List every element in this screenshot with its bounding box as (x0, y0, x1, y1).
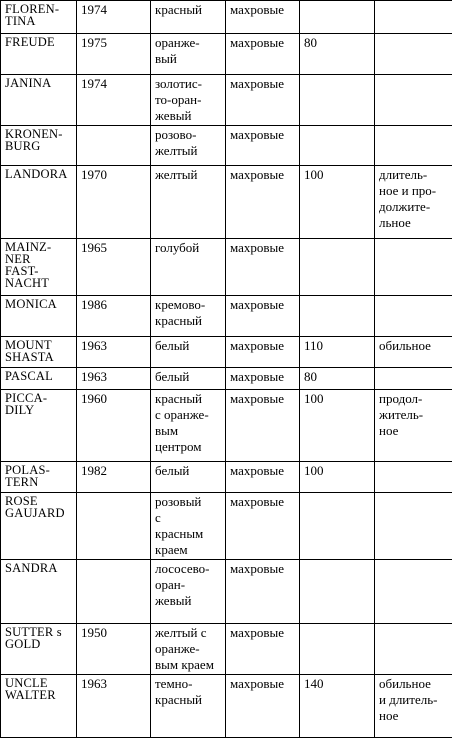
bloom-line: обильное (379, 676, 431, 691)
flower-color-line: оран- (155, 577, 186, 592)
flower-type-cell: махровые (226, 560, 300, 624)
flower-type-cell: махровые (226, 296, 300, 337)
variety-name-cell (1, 624, 77, 675)
table-row (1, 296, 452, 337)
bloom-line: ное и про- (379, 183, 437, 198)
flower-color-cell (151, 34, 226, 75)
height-cell (300, 624, 375, 675)
flower-color-line: золотис- (155, 76, 202, 91)
table-row (1, 337, 452, 368)
variety-name-line: MOUNT (5, 338, 52, 352)
flower-color-line: красный (155, 313, 203, 328)
flower-type-cell: махровые (226, 462, 300, 493)
flower-color-line: вым краем (155, 657, 214, 672)
variety-name-cell (1, 462, 77, 493)
flower-color-line: центром (155, 439, 202, 454)
variety-name-line: WALTER (5, 688, 56, 702)
height-cell (300, 296, 375, 337)
bloom-cell (375, 390, 452, 462)
variety-name-line: FLOREN- (5, 2, 60, 16)
flower-color-line: вым (155, 423, 179, 438)
table-row (1, 166, 452, 239)
flower-color-line: оранже- (155, 641, 200, 656)
variety-name-line: JANINA (5, 76, 52, 90)
flower-color-line: краем (155, 542, 188, 557)
variety-name-line: GAUJARD (5, 506, 65, 520)
flower-color-cell (151, 462, 226, 493)
bloom-cell (375, 296, 452, 337)
flower-color-line: голубой (155, 240, 200, 255)
variety-name-cell (1, 1, 77, 34)
variety-name-line: LANDORA (5, 167, 68, 181)
variety-name-line: PASCAL (5, 369, 53, 383)
height-cell: 100 (300, 390, 375, 462)
variety-name-line: SUTTER s (5, 625, 62, 639)
variety-name-line: MAINZ- (5, 240, 52, 254)
variety-name-cell (1, 75, 77, 126)
flower-type-cell: махровые (226, 493, 300, 560)
table-row (1, 390, 452, 462)
variety-name-line: TERN (5, 475, 39, 489)
variety-name-line: GOLD (5, 637, 41, 651)
year-cell (77, 126, 151, 166)
bloom-line: должите- (379, 199, 431, 214)
variety-name-cell (1, 126, 77, 166)
flower-color-cell (151, 166, 226, 239)
bloom-cell (375, 675, 452, 738)
year-cell: 1986 (77, 296, 151, 337)
height-cell: 110 (300, 337, 375, 368)
bloom-line: житель- (379, 407, 424, 422)
bloom-cell (375, 493, 452, 560)
flower-color-cell (151, 493, 226, 560)
variety-name-line: FAST- (5, 264, 39, 278)
flower-color-line: розовый (155, 494, 202, 509)
table-row (1, 462, 452, 493)
variety-name-cell (1, 34, 77, 75)
flower-color-line: вый (155, 51, 177, 66)
flower-color-line: кремово- (155, 297, 206, 312)
variety-name-cell (1, 239, 77, 296)
flower-color-cell (151, 296, 226, 337)
bloom-line: длитель- (379, 167, 428, 182)
table-row (1, 126, 452, 166)
flower-type-cell: махровые (226, 675, 300, 738)
flower-color-line: лососево- (155, 561, 210, 576)
flower-color-line: то-оран- (155, 92, 202, 107)
year-cell: 1960 (77, 390, 151, 462)
variety-name-line: POLAS- (5, 463, 50, 477)
bloom-cell (375, 368, 452, 390)
year-cell (77, 560, 151, 624)
bloom-line: льное (379, 215, 411, 230)
year-cell (77, 493, 151, 560)
bloom-cell (375, 560, 452, 624)
variety-name-line: FREUDE (5, 35, 55, 49)
variety-name-cell (1, 296, 77, 337)
flower-color-line: оранже- (155, 35, 200, 50)
flower-color-cell (151, 624, 226, 675)
flower-type-cell: махровые (226, 34, 300, 75)
height-cell: 100 (300, 462, 375, 493)
variety-name-cell (1, 337, 77, 368)
flower-color-cell (151, 368, 226, 390)
variety-name-line: MONICA (5, 297, 57, 311)
year-cell: 1950 (77, 624, 151, 675)
flower-color-cell (151, 675, 226, 738)
variety-name-cell (1, 368, 77, 390)
table-row (1, 624, 452, 675)
height-cell (300, 560, 375, 624)
table-row (1, 560, 452, 624)
height-cell (300, 239, 375, 296)
flower-type-cell: махровые (226, 368, 300, 390)
height-cell: 80 (300, 34, 375, 75)
variety-name-line: NER (5, 252, 31, 266)
year-cell: 1963 (77, 337, 151, 368)
flower-color-cell (151, 560, 226, 624)
flower-color-line: жевый (155, 108, 192, 123)
variety-name-line: BURG (5, 139, 41, 153)
height-cell (300, 75, 375, 126)
variety-name-cell (1, 493, 77, 560)
flower-type-cell: махровые (226, 239, 300, 296)
year-cell: 1974 (77, 1, 151, 34)
year-cell: 1982 (77, 462, 151, 493)
height-cell (300, 126, 375, 166)
variety-name-line: PICCA- (5, 391, 48, 405)
flower-color-line: жевый (155, 593, 192, 608)
bloom-cell (375, 126, 452, 166)
variety-name-line: SHASTA (5, 350, 54, 364)
variety-name-cell (1, 390, 77, 462)
bloom-line: продол- (379, 391, 423, 406)
variety-name-line: DILY (5, 403, 35, 417)
variety-name-cell (1, 166, 77, 239)
variety-name-line: KRONEN- (5, 127, 63, 141)
table-row (1, 239, 452, 296)
flower-type-cell: махровые (226, 75, 300, 126)
flower-color-line: красный (155, 391, 203, 406)
year-cell: 1963 (77, 368, 151, 390)
flower-color-cell (151, 239, 226, 296)
height-cell: 140 (300, 675, 375, 738)
year-cell: 1974 (77, 75, 151, 126)
flower-color-cell (151, 126, 226, 166)
height-cell: 80 (300, 368, 375, 390)
table-body (1, 1, 452, 738)
flower-color-line: красный (155, 692, 203, 707)
flower-color-line: темно- (155, 676, 193, 691)
bloom-cell (375, 624, 452, 675)
bloom-cell (375, 462, 452, 493)
bloom-cell (375, 239, 452, 296)
bloom-cell (375, 1, 452, 34)
flower-color-cell (151, 75, 226, 126)
year-cell: 1975 (77, 34, 151, 75)
variety-name-cell (1, 675, 77, 738)
flower-color-line: белый (155, 369, 190, 384)
variety-name-line: SANDRA (5, 561, 58, 575)
bloom-cell (375, 75, 452, 126)
table-row (1, 34, 452, 75)
flower-color-line: желтый (155, 143, 198, 158)
height-cell: 100 (300, 166, 375, 239)
height-cell (300, 1, 375, 34)
bloom-cell (375, 337, 452, 368)
flower-color-line: с оранже- (155, 407, 209, 422)
table-row (1, 75, 452, 126)
year-cell: 1963 (77, 675, 151, 738)
variety-name-line: NACHT (5, 276, 50, 290)
variety-name-line: TINA (5, 14, 36, 28)
bloom-cell (375, 166, 452, 239)
flower-color-line: белый (155, 463, 190, 478)
flower-color-line: с (155, 510, 161, 525)
variety-name-cell (1, 560, 77, 624)
bloom-line: и длитель- (379, 692, 438, 707)
table-row (1, 493, 452, 560)
flower-color-cell (151, 390, 226, 462)
year-cell: 1970 (77, 166, 151, 239)
table-row (1, 1, 452, 34)
flower-color-line: красным (155, 526, 204, 541)
flower-type-cell: махровые (226, 337, 300, 368)
flower-color-cell (151, 1, 226, 34)
year-cell: 1965 (77, 239, 151, 296)
bloom-line: ное (379, 708, 399, 723)
flower-color-line: красный (155, 2, 203, 17)
table-row (1, 368, 452, 390)
bloom-line: обильное (379, 338, 431, 353)
flower-type-cell: махровые (226, 126, 300, 166)
bloom-line: ное (379, 423, 399, 438)
variety-name-line: UNCLE (5, 676, 48, 690)
flower-color-line: желтый (155, 167, 198, 182)
flower-type-cell: махровые (226, 390, 300, 462)
variety-name-line: ROSE (5, 494, 38, 508)
flower-color-line: желтый с (155, 625, 207, 640)
flower-color-line: розово- (155, 127, 197, 142)
flower-color-line: белый (155, 338, 190, 353)
flower-type-cell: махровые (226, 166, 300, 239)
flower-type-cell: махровые (226, 1, 300, 34)
bloom-cell (375, 34, 452, 75)
flower-color-cell (151, 337, 226, 368)
height-cell (300, 493, 375, 560)
flower-type-cell: махровые (226, 624, 300, 675)
table-row (1, 675, 452, 738)
